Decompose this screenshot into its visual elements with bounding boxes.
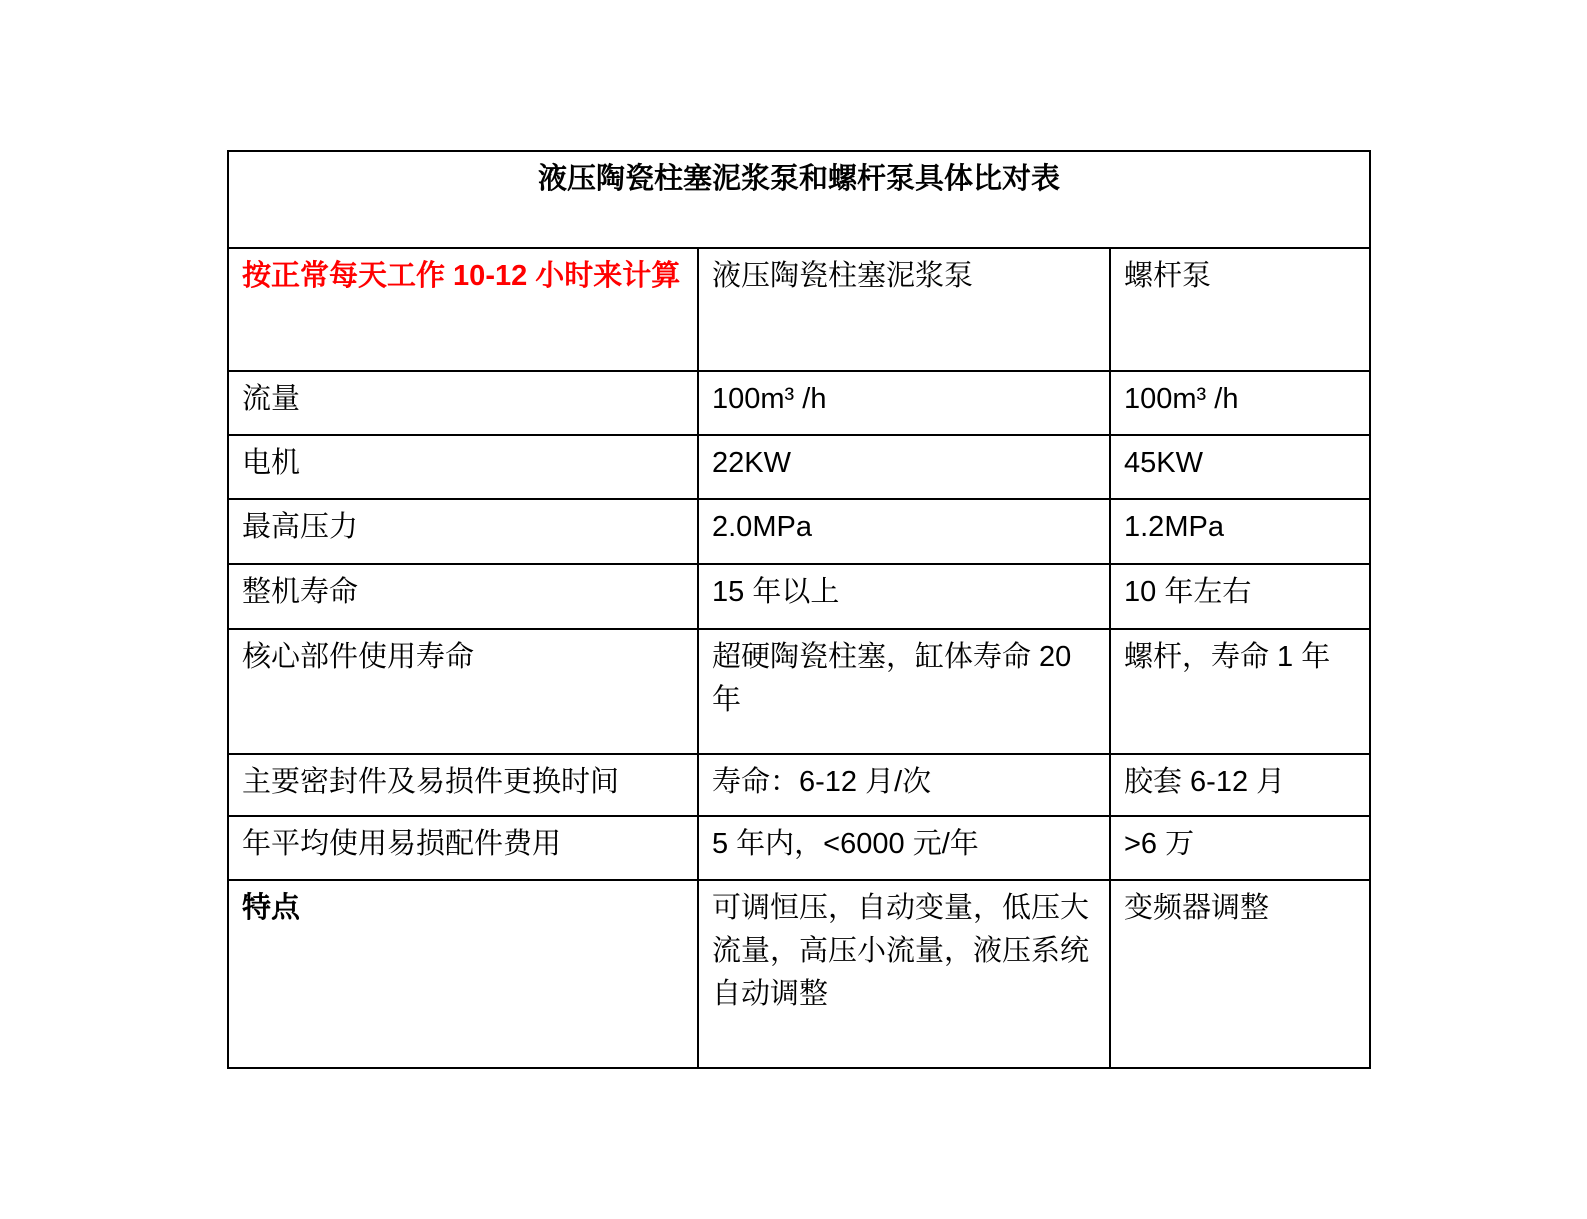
ceramic-pump-value: 5 年内，<6000 元/年: [698, 816, 1110, 880]
screw-pump-value: 变频器调整: [1110, 880, 1370, 1068]
pump-comparison-table: [227, 150, 1371, 1069]
screw-pump-value: 45KW: [1110, 435, 1370, 499]
title-row: [228, 151, 1370, 248]
ceramic-pump-value: 100m³ /h: [698, 371, 1110, 435]
row-label: 流量: [228, 371, 698, 435]
table-title: 液压陶瓷柱塞泥浆泵和螺杆泵具体比对表: [228, 151, 1370, 248]
ceramic-pump-value: 22KW: [698, 435, 1110, 499]
row-label: 主要密封件及易损件更换时间: [228, 754, 698, 816]
row-label: 整机寿命: [228, 564, 698, 629]
table-row-features: [228, 880, 1370, 1068]
row-label: 年平均使用易损配件费用: [228, 816, 698, 880]
screw-pump-value: 胶套 6-12 月: [1110, 754, 1370, 816]
ceramic-pump-value: 超硬陶瓷柱塞，缸体寿命 20 年: [698, 629, 1110, 754]
ceramic-pump-value: 可调恒压，自动变量，低压大流量，高压小流量，液压系统自动调整: [698, 880, 1110, 1068]
ceramic-pump-value: 15 年以上: [698, 564, 1110, 629]
table-row-seal-replacement: [228, 754, 1370, 816]
screw-pump-value: 100m³ /h: [1110, 371, 1370, 435]
header-row: [228, 248, 1370, 371]
table-row-core-parts-life: [228, 629, 1370, 754]
ceramic-pump-value: 寿命：6-12 月/次: [698, 754, 1110, 816]
row-label: 最高压力: [228, 499, 698, 564]
column-header-ceramic-pump: 液压陶瓷柱塞泥浆泵: [698, 248, 1110, 371]
table-row-annual-parts-cost: [228, 816, 1370, 880]
ceramic-pump-value: 2.0MPa: [698, 499, 1110, 564]
row-label: 核心部件使用寿命: [228, 629, 698, 754]
criteria-note: 按正常每天工作 10-12 小时来计算: [228, 248, 698, 371]
table-row-motor: [228, 435, 1370, 499]
table-row-machine-life: [228, 564, 1370, 629]
table-row-max-pressure: [228, 499, 1370, 564]
screw-pump-value: 螺杆，寿命 1 年: [1110, 629, 1370, 754]
screw-pump-value: 10 年左右: [1110, 564, 1370, 629]
row-label: 电机: [228, 435, 698, 499]
screw-pump-value: >6 万: [1110, 816, 1370, 880]
column-header-screw-pump: 螺杆泵: [1110, 248, 1370, 371]
screw-pump-value: 1.2MPa: [1110, 499, 1370, 564]
table-row-flow-rate: [228, 371, 1370, 435]
row-label: 特点: [228, 880, 698, 1068]
